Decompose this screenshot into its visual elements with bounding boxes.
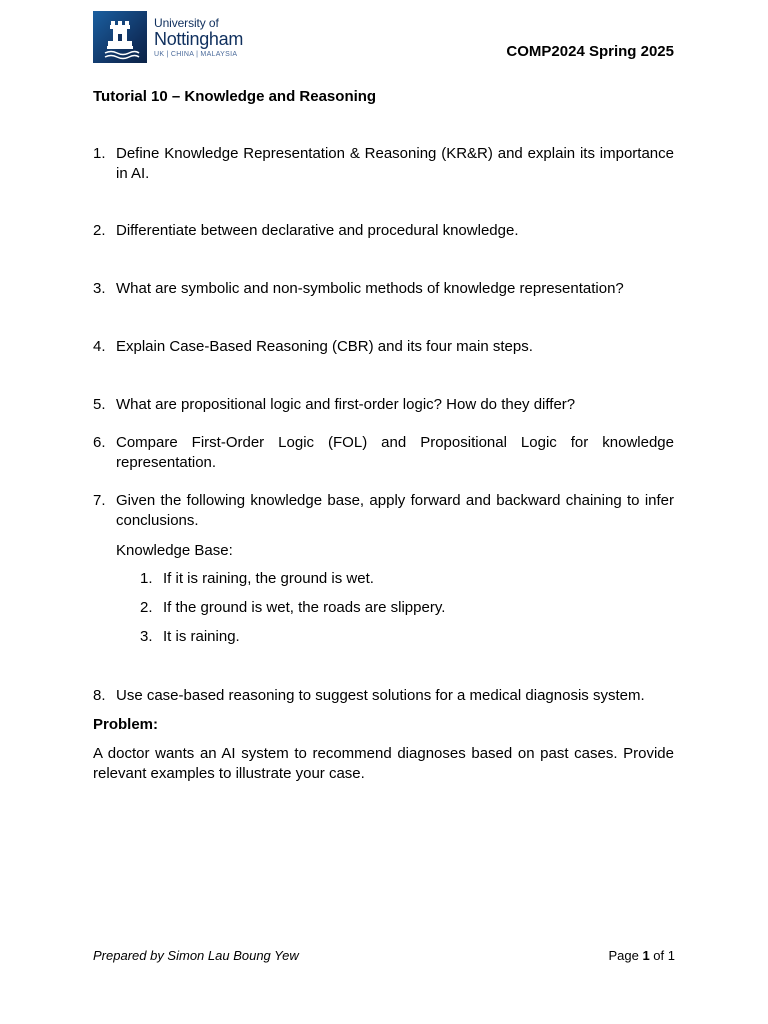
kb-item-number: 1. — [140, 570, 153, 587]
course-code: COMP2024 Spring 2025 — [506, 43, 674, 60]
question-number: 4. — [93, 338, 106, 355]
question-number: 6. — [93, 434, 106, 451]
question-text: What are propositional logic and first-order logic? How do they differ? — [116, 396, 576, 413]
page-of: of — [653, 948, 665, 963]
question-7 — [93, 491, 674, 530]
kb-item-number: 2. — [140, 599, 153, 616]
castle-crest-icon — [93, 11, 147, 63]
question-number: 5. — [93, 396, 106, 413]
question-text: Differentiate between declarative and procedural knowledge. — [116, 222, 519, 239]
question-text: What are symbolic and non-symbolic methods of knowledge representation? — [116, 280, 624, 297]
problem-text: A doctor wants an AI system to recommend diagnoses based on past cases. Provide relevant examples to illustrate your case. — [93, 745, 674, 782]
question-text: Use case-based reasoning to suggest solutions for a medical diagnosis system. — [116, 687, 645, 704]
kb-item-number: 3. — [140, 628, 153, 645]
question-4 — [93, 337, 674, 357]
kb-item-text: It is raining. — [163, 628, 240, 645]
kb-item-text: If the ground is wet, the roads are slippery. — [163, 599, 446, 616]
page-current: 1 — [642, 948, 650, 963]
question-number: 8. — [93, 687, 106, 704]
problem-label: Problem: — [93, 716, 159, 733]
knowledge-base-title: Knowledge Base: — [116, 542, 233, 559]
logo-line-1: University of — [154, 15, 219, 30]
question-1 — [93, 144, 674, 183]
kb-item-text: If it is raining, the ground is wet. — [163, 570, 374, 587]
logo-line-3: UK | CHINA | MALAYSIA — [154, 50, 238, 58]
question-5 — [93, 395, 674, 415]
page-number — [608, 948, 675, 963]
question-text: Given the following knowledge base, apply forward and backward chaining to infer conclusions. — [116, 492, 674, 529]
question-text: Explain Case-Based Reasoning (CBR) and its four main steps. — [116, 338, 533, 355]
page-word: Page — [608, 948, 639, 963]
question-text: Define Knowledge Representation & Reasoning (KR&R) and explain its importance in AI. — [116, 145, 674, 182]
question-6 — [93, 433, 674, 472]
question-text: Compare First-Order Logic (FOL) and Propositional Logic for knowledge representation. — [116, 434, 674, 471]
tutorial-title: Tutorial 10 – Knowledge and Reasoning — [93, 88, 377, 105]
question-number: 2. — [93, 222, 106, 239]
logo-line-2: Nottingham — [154, 28, 244, 49]
question-8 — [93, 686, 674, 706]
prepared-by: Prepared by Simon Lau Boung Yew — [93, 948, 299, 963]
question-number: 3. — [93, 280, 106, 297]
page-total: 1 — [667, 948, 675, 963]
question-number: 1. — [93, 145, 106, 162]
university-logo — [93, 11, 243, 63]
question-number: 7. — [93, 492, 106, 509]
question-3 — [93, 279, 674, 299]
question-2 — [93, 221, 674, 241]
